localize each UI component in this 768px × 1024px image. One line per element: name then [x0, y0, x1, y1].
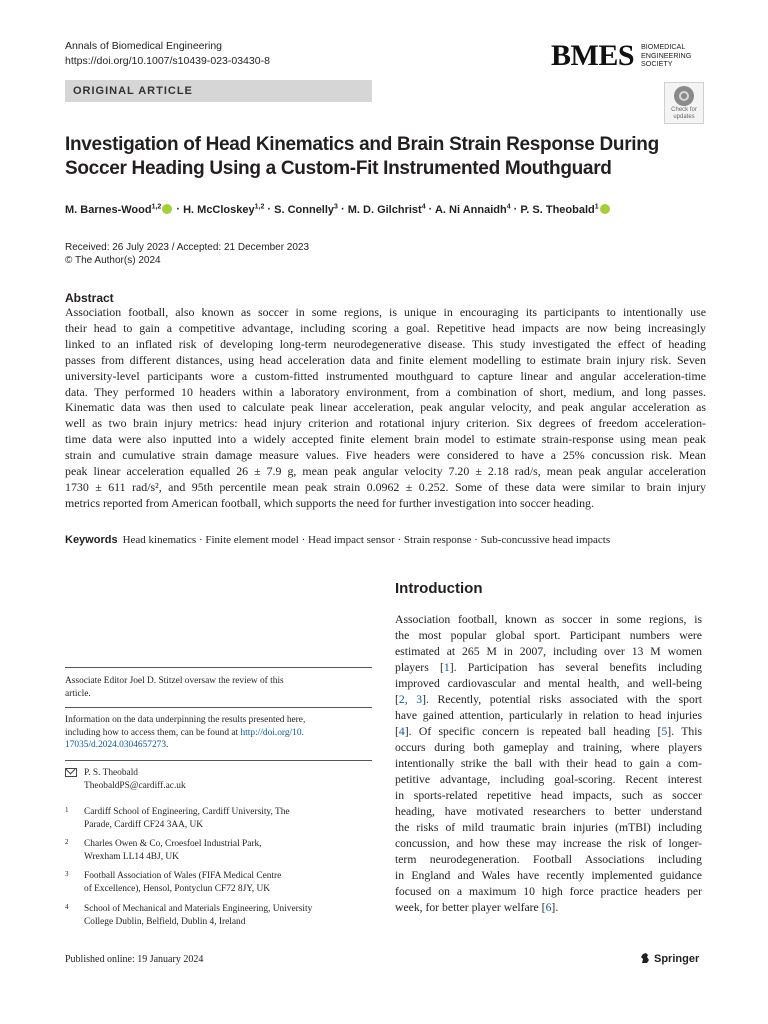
abstract-line: Association football, also known as soccer in some regions, is unique in encouraging its participants to intentionally use — [65, 305, 706, 319]
corr-author-name: P. S. Theobald — [84, 768, 138, 778]
note-line: Associate Editor Joel D. Stitzel oversaw the review of this — [65, 676, 284, 686]
check-for-updates-button[interactable] — [664, 82, 704, 124]
abstract-line: university-level participants wore a custom-fitted instrumented mouthguard to capture linear and angular acceleration-time — [65, 368, 706, 383]
introduction-line: petitive advantage, including goal-scoring. Recent interest — [395, 773, 702, 786]
affiliation-1 — [65, 806, 365, 831]
author-affiliation: 4 — [506, 203, 511, 210]
author-separator: · — [173, 203, 184, 216]
journal-name: Annals of Biomedical Engineering — [65, 40, 223, 52]
article-dates — [65, 241, 309, 267]
reference-link[interactable]: 6 — [545, 901, 552, 914]
abstract-line: time data were also inputted into a widely accepted finite element brain model to estimate strain-response using mean peak — [65, 432, 706, 447]
introduction-line: week, for better player welfare [6]. — [395, 901, 559, 914]
author[interactable] — [435, 204, 511, 216]
title-line: Investigation of Head Kinematics and Brain Strain Response During — [65, 134, 659, 155]
author-name: P. S. Theobald — [520, 203, 595, 216]
corresponding-author — [65, 767, 365, 792]
introduction-heading: Introduction — [395, 580, 483, 597]
affiliation-3 — [65, 870, 365, 895]
introduction-line: concussion, and how these may increase the risk of longer- — [395, 837, 702, 850]
author[interactable] — [348, 204, 426, 216]
author[interactable] — [183, 204, 264, 216]
affiliation-number: 3 — [65, 870, 69, 878]
abstract-line: strain and cumulative strain damage measure values. Five headers were considered to have a 25% concussion risk. Mean — [65, 448, 706, 463]
abstract-line: their head to gain a competitive advantage, including scoring a goal. Repetitive head impacts are now being increasingly — [65, 320, 706, 335]
article-type-label: ORIGINAL ARTICLE — [73, 85, 193, 97]
abstract-line: peak linear acceleration equalled 26 ± 7.9 g, mean peak angular velocity 7.20 ± 2.18 rad/s, mean peak angular acceleration — [65, 464, 706, 479]
introduction-line: players [1]. Participation has several benefits including — [395, 661, 702, 674]
check-updates-icon — [674, 86, 694, 106]
bmes-logo-subtitle — [641, 43, 691, 69]
springer-horse-icon — [640, 952, 650, 964]
note-text: . — [166, 740, 169, 750]
author-separator: · — [425, 203, 435, 216]
affiliation-line: Parade, Cardiff CF24 3AA, UK — [84, 819, 204, 830]
author-affiliation: 1 — [594, 203, 599, 210]
author-name: H. McCloskey — [183, 203, 255, 216]
author-list — [65, 203, 705, 216]
article-type-banner — [65, 80, 372, 102]
affiliation-line: of Excellence), Hensol, Pontyclun CF72 8JY, UK — [84, 883, 271, 894]
affiliation-line: Football Association of Wales (FIFA Medical Centre — [84, 871, 282, 881]
orcid-icon[interactable] — [600, 204, 610, 214]
author-separator: · — [510, 203, 521, 216]
author[interactable] — [65, 204, 173, 216]
affiliation-number: 4 — [65, 903, 69, 911]
data-doi-link[interactable]: http://doi.org/10. — [240, 727, 304, 738]
envelope-icon — [65, 768, 77, 777]
check-updates-line: Check for — [671, 107, 697, 113]
published-online-date: Published online: 19 January 2024 — [65, 954, 204, 965]
affiliation-2 — [65, 838, 365, 863]
introduction-line: [2, 3]. Recently, potential risks associated with the sport — [395, 693, 703, 706]
keywords — [65, 534, 725, 546]
reference-link[interactable]: 1 — [443, 661, 450, 674]
abstract-line: Kinematic data was then used to calculate peak linear acceleration, peak angular velocity, and peak angular acceleration as — [65, 400, 706, 415]
keywords-label: Keywords — [65, 534, 118, 546]
introduction-line: the risks of mild traumatic brain injuries (mTBI) including — [395, 821, 702, 834]
article-title — [65, 133, 685, 181]
reference-link[interactable]: 4 — [398, 725, 405, 738]
author[interactable] — [520, 204, 610, 216]
author-name: A. Ni Annaidh — [434, 203, 507, 216]
introduction-line: have gained attention, particularly in relation to head injuries — [395, 709, 702, 722]
abstract-line: linked to an inflated risk of developing long-term neurodegenerative disease. This study investigated the effect of heading — [65, 336, 706, 351]
introduction-line: Association football, known as soccer in some regions, is — [395, 613, 702, 626]
title-line: Soccer Heading Using a Custom-Fit Instrumented Mouthguard — [65, 158, 612, 179]
abstract-line: data. They performed 10 headers within a laboratory environment, from a combination of short, medium, and long passes. — [65, 384, 706, 399]
bmes-sub-line: BIOMEDICAL — [641, 42, 686, 51]
reference-link[interactable]: 2, 3 — [398, 693, 423, 706]
note-line: article. — [65, 688, 91, 699]
author-name: M. Barnes-Wood — [65, 203, 152, 216]
author-separator: · — [337, 203, 348, 216]
footnote-divider — [65, 707, 372, 708]
copyright-notice: © The Author(s) 2024 — [65, 255, 161, 266]
author-name: S. Connelly — [274, 203, 335, 216]
journal-doi-link[interactable]: https://doi.org/10.1007/s10439-023-03430-8 — [65, 55, 270, 67]
introduction-line: occurs during both gameplay and training, where players — [395, 741, 702, 754]
affiliation-line: School of Mechanical and Materials Engineering, University — [84, 904, 313, 914]
affiliation-line: Charles Owen & Co, Croesfoel Industrial Park, — [84, 839, 262, 849]
introduction-line: the most popular global sport. Participant numbers were — [395, 629, 702, 642]
orcid-icon[interactable] — [162, 204, 172, 214]
bmes-logo-text: BMES — [551, 39, 635, 72]
note-line: Information on the data underpinning the results presented here, — [65, 715, 306, 725]
abstract-line: metrics reported from American football, which supports the need for further investigation into soccer heading. — [65, 495, 594, 510]
reference-link[interactable]: 5 — [661, 725, 668, 738]
author-affiliation: 4 — [421, 203, 426, 210]
check-updates-label — [665, 107, 703, 120]
data-doi-link-cont[interactable]: 17035/d.2024.0304657273 — [65, 740, 167, 750]
abstract-line: passes from different distances, using head acceleration data and finite element modelling to estimate brain injury risk. Seven — [65, 352, 706, 367]
bmes-sub-line: ENGINEERING — [641, 50, 692, 60]
introduction-line: heading, have motivated researchers to better understand — [395, 805, 702, 818]
affiliation-number: 2 — [65, 838, 69, 846]
introduction-line: [4]. Of specific concern is repeated ball heading [5]. This — [395, 725, 702, 738]
introduction-line: in England and Wales have recently implemented guidance — [395, 869, 702, 882]
abstract-line: well as two brain injury metrics: head injury criterion and rotational injury criterion. Six degrees of freedom acceleration- — [65, 416, 706, 431]
introduction-line: focused on a maximum 10 high force practice headers per — [395, 885, 702, 898]
corr-author-email[interactable]: TheobaldPS@cardiff.ac.uk — [84, 780, 186, 791]
abstract-body — [65, 305, 706, 512]
affiliation-4 — [65, 903, 365, 928]
affiliation-number: 1 — [65, 806, 69, 814]
introduction-line: improved cardiovascular and mental health, and well-being — [395, 677, 702, 690]
note-line — [65, 739, 365, 752]
affiliation-line: Cardiff School of Engineering, Cardiff University, The — [84, 807, 290, 817]
note-line — [65, 727, 365, 740]
author[interactable] — [274, 204, 338, 216]
author-separator: · — [264, 203, 275, 216]
footnote-divider — [65, 667, 372, 668]
footnote-divider — [65, 760, 372, 761]
abstract-line: 1730 ± 611 rad/s², and 95th percentile mean peak strain 0.0962 ± 0.252. Some of these data were similar to brain injury — [65, 479, 706, 494]
author-affiliation: 3 — [334, 203, 338, 210]
check-updates-line: updates — [673, 113, 695, 120]
bmes-logo — [551, 40, 711, 72]
received-accepted-dates: Received: 26 July 2023 / Accepted: 21 December 2023 — [65, 242, 310, 253]
introduction-line: term neurodegeneration. Football Associations including — [395, 853, 702, 866]
data-availability-note — [65, 714, 365, 752]
author-affiliation: 1,2 — [254, 203, 265, 210]
author-affiliation: 1,2 — [151, 203, 162, 210]
affiliation-line: College Dublin, Belfield, Dublin 4, Ireland — [84, 916, 246, 927]
abstract-heading: Abstract — [65, 291, 114, 305]
keywords-list: Head kinematics · Finite element model · Head impact sensor · Strain response · Sub-concussive head impacts — [122, 534, 611, 546]
springer-logo — [640, 952, 699, 965]
introduction-line: estimated at 265 M in 2007, including over 13 M women — [395, 645, 702, 658]
introduction-body — [395, 612, 702, 916]
introduction-line: in sports-related repetitive head impacts, such as soccer — [395, 789, 702, 802]
note-text: including how to access them, can be found at — [65, 727, 239, 738]
author-name: M. D. Gilchrist — [347, 203, 422, 216]
associate-editor-note — [65, 675, 345, 700]
introduction-line: intentionally strike the ball with their head to gain a com- — [395, 757, 702, 770]
bmes-sub-line: SOCIETY — [641, 59, 673, 69]
springer-logo-text: Springer — [654, 953, 700, 965]
affiliation-line: Wrexham LL14 4BJ, UK — [84, 851, 179, 862]
